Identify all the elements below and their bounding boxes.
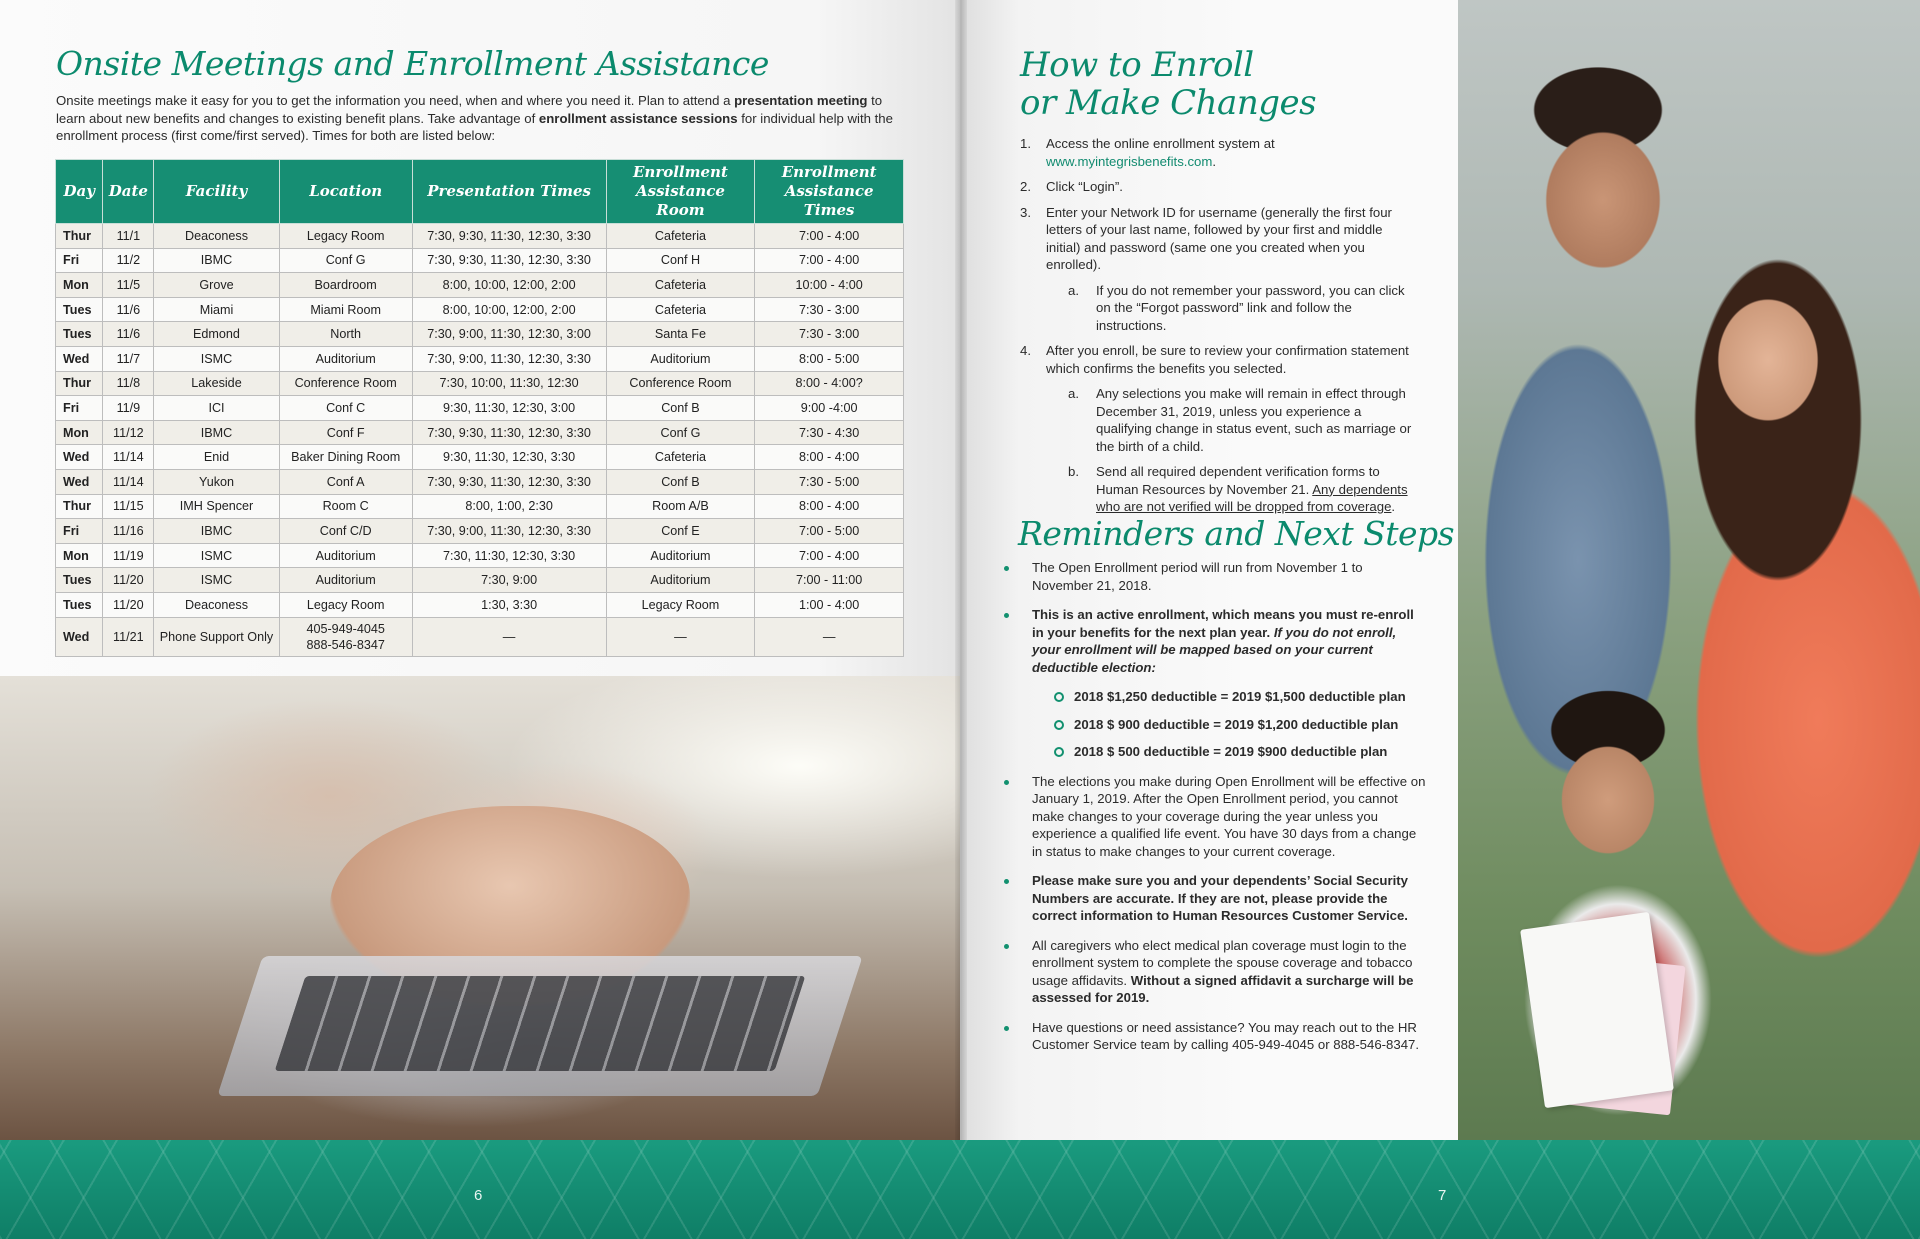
table-cell: 11/16 <box>103 519 154 544</box>
page-gutter <box>955 0 967 1239</box>
table-cell: 11/2 <box>103 248 154 273</box>
table-cell: 7:30, 9:30, 11:30, 12:30, 3:30 <box>412 224 606 249</box>
table-cell: ISMC <box>154 346 279 371</box>
how-to-enroll-title: How to Enroll or Make Changes <box>1020 45 1317 123</box>
table-cell: 7:30 - 4:30 <box>755 420 904 445</box>
table-cell: 8:00 - 5:00 <box>755 346 904 371</box>
table-cell: Conference Room <box>606 371 755 396</box>
page-number-right: 7 <box>1438 1187 1447 1204</box>
table-row <box>56 396 904 421</box>
table-cell: 11/14 <box>103 445 154 470</box>
table-cell: 1:00 - 4:00 <box>755 592 904 617</box>
table-cell: Tues <box>56 322 103 347</box>
table-cell: Conf C/D <box>279 519 412 544</box>
table-cell: ISMC <box>154 568 279 593</box>
header-location: Location <box>279 160 412 224</box>
table-cell: 11/20 <box>103 568 154 593</box>
table-cell: 7:00 - 4:00 <box>755 248 904 273</box>
table-row <box>56 346 904 371</box>
table-cell: 11/20 <box>103 592 154 617</box>
table-cell: Conf C <box>279 396 412 421</box>
envelope-shape <box>1520 912 1674 1108</box>
table-cell: 7:30, 9:30, 11:30, 12:30, 3:30 <box>412 420 606 445</box>
keyboard-shape <box>275 976 806 1071</box>
header-day: Day <box>56 160 103 224</box>
table-cell: Wed <box>56 445 103 470</box>
table-cell: Conf F <box>279 420 412 445</box>
table-cell: Tues <box>56 592 103 617</box>
header-presentation-times: Presentation Times <box>412 160 606 224</box>
deductible-option: 2018 $1,250 deductible = 2019 $1,500 deductible plan <box>1032 688 1427 706</box>
table-cell: 7:00 - 5:00 <box>755 519 904 544</box>
table-cell: 7:00 - 4:00 <box>755 543 904 568</box>
header-facility: Facility <box>154 160 279 224</box>
table-cell: 7:30, 10:00, 11:30, 12:30 <box>412 371 606 396</box>
schedule-table <box>55 159 904 657</box>
table-cell: Wed <box>56 346 103 371</box>
table-cell: Thur <box>56 224 103 249</box>
step-1: 1. Access the online enrollment system at www.myintegrisbenefits.com. <box>1020 136 1275 169</box>
table-row <box>56 592 904 617</box>
table-cell: Mon <box>56 273 103 298</box>
table-cell: Edmond <box>154 322 279 347</box>
table-cell: 9:30, 11:30, 12:30, 3:30 <box>412 445 606 470</box>
reminder-active-enrollment: This is an active enrollment, which means you must re-enroll in your benefits for the next plan year. If you do not enroll, your enrollment will be mapped based on your current deductible election: 2018 $1,250 deductible = 2019 $1,500 deductible plan 2018 $ 900 deductible = 2019 $1,200 deductible plan 2018 $ 500 deductible = 2019 $900 deductible plan <box>1002 606 1427 761</box>
table-cell: 11/21 <box>103 617 154 656</box>
table-cell: 8:00 - 4:00? <box>755 371 904 396</box>
deductible-option: 2018 $ 900 deductible = 2019 $1,200 deductible plan <box>1032 716 1427 734</box>
table-cell: Room A/B <box>606 494 755 519</box>
table-cell: 8:00 - 4:00 <box>755 494 904 519</box>
table-cell: 7:30, 11:30, 12:30, 3:30 <box>412 543 606 568</box>
table-cell: Auditorium <box>606 568 755 593</box>
table-row <box>56 420 904 445</box>
table-cell: Cafeteria <box>606 297 755 322</box>
table-cell: Room C <box>279 494 412 519</box>
table-row <box>56 248 904 273</box>
table-cell: Yukon <box>154 469 279 494</box>
step-4b: b. Send all required dependent verification forms to Human Resources by November 21. Any dependents who are not verified will be dropped from coverage. <box>1068 464 1408 514</box>
table-cell: 8:00 - 4:00 <box>755 445 904 470</box>
page-number-left: 6 <box>474 1187 483 1204</box>
table-cell: Tues <box>56 297 103 322</box>
table-cell: 11/7 <box>103 346 154 371</box>
table-cell: Conf B <box>606 469 755 494</box>
table-cell: 7:30, 9:00 <box>412 568 606 593</box>
table-cell: Miami Room <box>279 297 412 322</box>
table-cell: ISMC <box>154 543 279 568</box>
deductible-mapping-list <box>1032 688 1427 761</box>
table-cell: 11/19 <box>103 543 154 568</box>
table-cell: 7:30 - 3:00 <box>755 322 904 347</box>
reminders-list <box>1002 559 1427 1066</box>
table-cell: Miami <box>154 297 279 322</box>
table-cell: 7:30, 9:00, 11:30, 12:30, 3:30 <box>412 519 606 544</box>
table-row <box>56 371 904 396</box>
reminder-affidavits: All caregivers who elect medical plan coverage must login to the enrollment system to complete the spouse coverage and tobacco usage affidavits. Without a signed affidavit a surcharge will be assessed for 2019. <box>1002 937 1427 1007</box>
hexagon-pattern <box>0 1140 1920 1239</box>
table-row <box>56 469 904 494</box>
table-cell: Conf G <box>606 420 755 445</box>
table-cell: 8:00, 10:00, 12:00, 2:00 <box>412 273 606 298</box>
table-cell: Conf A <box>279 469 412 494</box>
table-row <box>56 519 904 544</box>
reminder-enrollment-period: The Open Enrollment period will run from November 1 to November 21, 2018. <box>1002 559 1427 594</box>
table-cell: 11/14 <box>103 469 154 494</box>
table-cell: Phone Support Only <box>154 617 279 656</box>
table-cell: Deaconess <box>154 592 279 617</box>
enroll-steps-list <box>1020 135 1420 524</box>
table-cell: 11/5 <box>103 273 154 298</box>
table-cell: Enid <box>154 445 279 470</box>
table-cell: Fri <box>56 396 103 421</box>
table-cell: Cafeteria <box>606 273 755 298</box>
table-cell: Mon <box>56 543 103 568</box>
table-row <box>56 273 904 298</box>
table-cell: Conf H <box>606 248 755 273</box>
table-row-phone-support <box>56 617 904 656</box>
table-row <box>56 568 904 593</box>
table-cell: Deaconess <box>154 224 279 249</box>
table-cell: IBMC <box>154 248 279 273</box>
table-cell: Fri <box>56 248 103 273</box>
table-row <box>56 297 904 322</box>
footer-band <box>0 1140 1920 1239</box>
table-cell: 11/8 <box>103 371 154 396</box>
table-cell: Wed <box>56 617 103 656</box>
table-cell: Legacy Room <box>279 224 412 249</box>
table-cell: 7:30 - 3:00 <box>755 297 904 322</box>
table-cell: Auditorium <box>606 543 755 568</box>
table-cell: Legacy Room <box>279 592 412 617</box>
table-row <box>56 494 904 519</box>
table-cell: Conf E <box>606 519 755 544</box>
table-cell: IBMC <box>154 420 279 445</box>
reminder-elections-effective: The elections you make during Open Enrollment will be effective on January 1, 2019. After the Open Enrollment period, you cannot make changes to your coverage during the year unless you experience a qualified life event. You have 30 days from a change in status to make changes to your current coverage. <box>1002 773 1427 861</box>
table-cell: — <box>755 617 904 656</box>
reminder-ssn-accuracy: Please make sure you and your dependents’ Social Security Numbers are accurate. If they are not, please provide the correct information to Human Resources Customer Service. <box>1002 872 1427 925</box>
table-header-row <box>56 160 904 224</box>
table-cell: 7:00 - 4:00 <box>755 224 904 249</box>
benefits-website-link[interactable]: www.myintegrisbenefits.com <box>1046 153 1213 169</box>
header-assistance-times: Enrollment Assistance Times <box>755 160 904 224</box>
table-cell: 7:00 - 11:00 <box>755 568 904 593</box>
table-cell: IMH Spencer <box>154 494 279 519</box>
page-title: Onsite Meetings and Enrollment Assistance <box>56 44 769 83</box>
table-cell: North <box>279 322 412 347</box>
table-cell: Lakeside <box>154 371 279 396</box>
table-cell: 9:00 -4:00 <box>755 396 904 421</box>
table-cell: 8:00, 1:00, 2:30 <box>412 494 606 519</box>
table-cell: 405-949-4045 888-546-8347 <box>279 617 412 656</box>
table-cell: Mon <box>56 420 103 445</box>
header-assistance-room: Enrollment Assistance Room <box>606 160 755 224</box>
table-cell: Conference Room <box>279 371 412 396</box>
table-cell: Grove <box>154 273 279 298</box>
table-cell: 11/1 <box>103 224 154 249</box>
table-cell: IBMC <box>154 519 279 544</box>
table-row <box>56 445 904 470</box>
table-cell: 11/6 <box>103 322 154 347</box>
table-cell: 7:30, 9:00, 11:30, 12:30, 3:30 <box>412 346 606 371</box>
step-2: 2. Click “Login”. <box>1020 179 1123 194</box>
table-cell: Tues <box>56 568 103 593</box>
table-cell: Santa Fe <box>606 322 755 347</box>
step-3: 3. Enter your Network ID for username (generally the first four letters of your last name, followed by your first and middle initial) and password (same one you created when you enrolled). a. If you do not remember your password, you can click on the “Forgot password” link and follow the instructions. <box>1020 204 1420 335</box>
step-4: 4. After you enroll, be sure to review your confirmation statement which confirms the benefits you selected. a. Any selections you make will remain in effect through December 31, 2019, unless you experience a qualifying change in status event, such as marriage or the birth of a child. b. Send all required dependent verification forms to Human Resources by November 21. Any dependents who are not verified will be dropped from coverage. <box>1020 342 1420 516</box>
table-cell: Boardroom <box>279 273 412 298</box>
table-cell: 7:30, 9:30, 11:30, 12:30, 3:30 <box>412 248 606 273</box>
table-cell: Conf B <box>606 396 755 421</box>
table-cell: 11/6 <box>103 297 154 322</box>
table-cell: 11/9 <box>103 396 154 421</box>
table-row <box>56 224 904 249</box>
table-cell: 10:00 - 4:00 <box>755 273 904 298</box>
table-cell: Legacy Room <box>606 592 755 617</box>
table-cell: — <box>606 617 755 656</box>
table-cell: 11/15 <box>103 494 154 519</box>
table-cell: Auditorium <box>279 543 412 568</box>
table-cell: Thur <box>56 371 103 396</box>
table-cell: — <box>412 617 606 656</box>
table-cell: Auditorium <box>606 346 755 371</box>
table-cell: Cafeteria <box>606 224 755 249</box>
table-row <box>56 543 904 568</box>
table-cell: Auditorium <box>279 346 412 371</box>
table-cell: 9:30, 11:30, 12:30, 3:00 <box>412 396 606 421</box>
reminders-title: Reminders and Next Steps <box>1018 514 1455 553</box>
table-cell: Wed <box>56 469 103 494</box>
laptop-typing-photo <box>0 676 960 1146</box>
table-cell: Cafeteria <box>606 445 755 470</box>
table-cell: 7:30, 9:00, 11:30, 12:30, 3:00 <box>412 322 606 347</box>
table-cell: 11/12 <box>103 420 154 445</box>
family-photo <box>1458 0 1920 1140</box>
reminder-contact-hr: Have questions or need assistance? You may reach out to the HR Customer Service team by calling 405-949-4045 or 888-546-8347. <box>1002 1019 1427 1054</box>
step-3a: a. If you do not remember your password, you can click on the “Forgot password” link and follow the instructions. <box>1068 282 1405 333</box>
header-date: Date <box>103 160 154 224</box>
step-4a: a. Any selections you make will remain in effect through December 31, 2019, unless you experience a qualifying change in status event, such as marriage or the birth of a child. <box>1068 386 1412 454</box>
table-cell: Conf G <box>279 248 412 273</box>
table-cell: Auditorium <box>279 568 412 593</box>
table-cell: 1:30, 3:30 <box>412 592 606 617</box>
intro-paragraph: Onsite meetings make it easy for you to get the information you need, when and where you need it. Plan to attend a presentation meeting to learn about new benefits and changes to existing benefit plans. Take advantage of enrollment assistance sessions for individual help with the enrollment process (first come/first served). Times for both are listed below: <box>56 93 893 143</box>
table-cell: 8:00, 10:00, 12:00, 2:00 <box>412 297 606 322</box>
table-cell: ICI <box>154 396 279 421</box>
deductible-option: 2018 $ 500 deductible = 2019 $900 deductible plan <box>1032 743 1427 761</box>
table-row <box>56 322 904 347</box>
table-cell: Thur <box>56 494 103 519</box>
table-cell: Baker Dining Room <box>279 445 412 470</box>
table-cell: Fri <box>56 519 103 544</box>
table-cell: 7:30 - 5:00 <box>755 469 904 494</box>
table-cell: 7:30, 9:30, 11:30, 12:30, 3:30 <box>412 469 606 494</box>
